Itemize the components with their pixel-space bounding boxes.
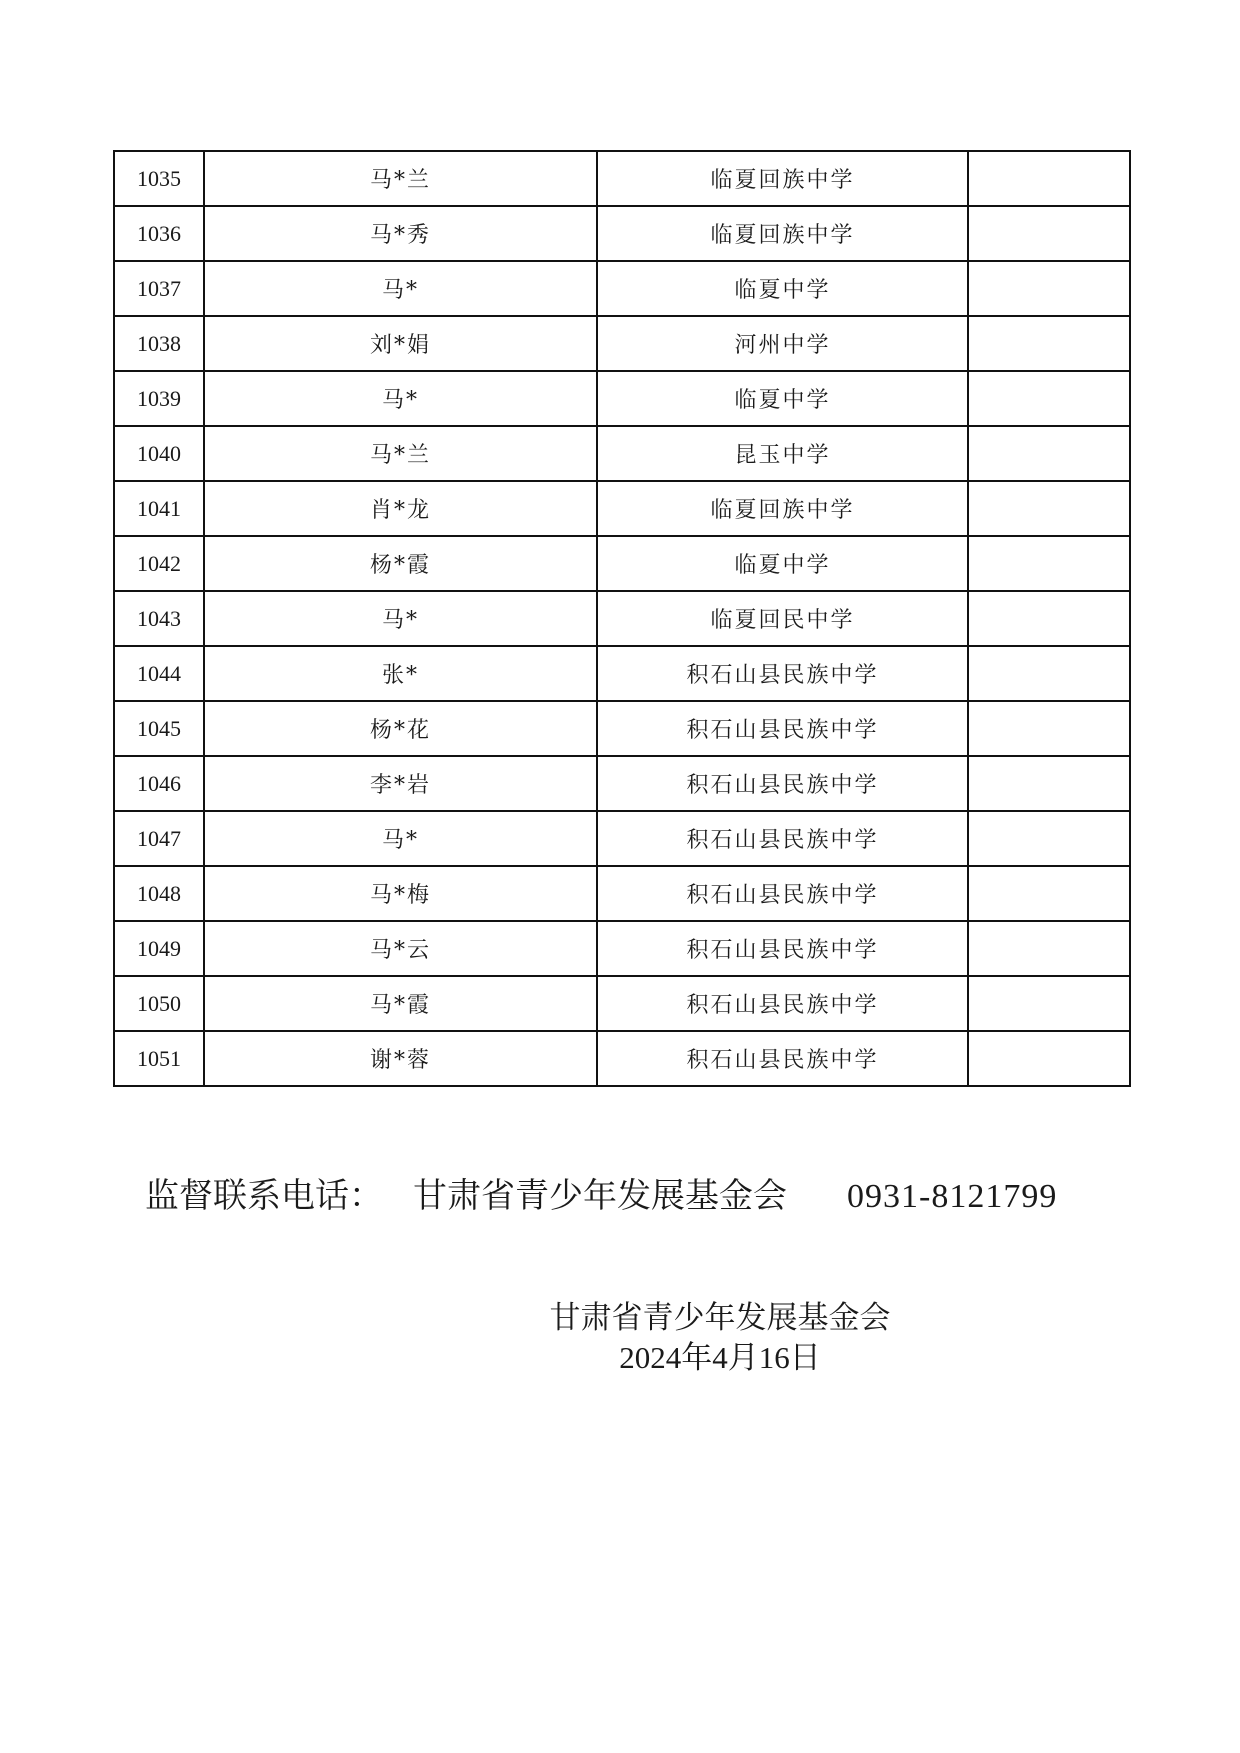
row-number: 1039	[114, 371, 204, 426]
row-number: 1045	[114, 701, 204, 756]
row-note	[968, 261, 1130, 316]
row-school: 临夏回族中学	[597, 206, 968, 261]
signature-org: 甘肃省青少年发展基金会	[549, 1300, 891, 1336]
row-number: 1037	[114, 261, 204, 316]
row-name: 马*秀	[204, 206, 597, 261]
row-school: 临夏中学	[597, 371, 968, 426]
row-name: 马*兰	[204, 426, 597, 481]
row-school: 临夏中学	[597, 261, 968, 316]
row-school: 临夏回族中学	[597, 151, 968, 206]
row-number: 1042	[114, 536, 204, 591]
table-row	[114, 921, 1130, 976]
row-school: 临夏回民中学	[597, 591, 968, 646]
row-school: 积石山县民族中学	[597, 921, 968, 976]
row-note	[968, 536, 1130, 591]
row-number: 1036	[114, 206, 204, 261]
row-name: 刘*娟	[204, 316, 597, 371]
row-name: 马*霞	[204, 976, 597, 1031]
row-school: 积石山县民族中学	[597, 1031, 968, 1086]
row-school: 积石山县民族中学	[597, 756, 968, 811]
row-note	[968, 1031, 1130, 1086]
row-number: 1043	[114, 591, 204, 646]
table-row	[114, 206, 1130, 261]
row-number: 1041	[114, 481, 204, 536]
row-school: 积石山县民族中学	[597, 646, 968, 701]
row-school: 临夏中学	[597, 536, 968, 591]
row-number: 1044	[114, 646, 204, 701]
row-name: 马*云	[204, 921, 597, 976]
row-school: 河州中学	[597, 316, 968, 371]
table-row	[114, 426, 1130, 481]
row-name: 肖*龙	[204, 481, 597, 536]
supervision-contact	[145, 1168, 1135, 1217]
table-row	[114, 371, 1130, 426]
row-name: 马*	[204, 371, 597, 426]
row-name: 马*兰	[204, 151, 597, 206]
row-number: 1050	[114, 976, 204, 1031]
row-note	[968, 591, 1130, 646]
row-name: 李*岩	[204, 756, 597, 811]
contact-phone: 0931-8121799	[847, 1178, 1058, 1215]
table-row	[114, 316, 1130, 371]
row-name: 马*梅	[204, 866, 597, 921]
table-body	[114, 151, 1130, 1086]
signature-block	[500, 1298, 940, 1378]
row-note	[968, 151, 1130, 206]
row-name: 谢*蓉	[204, 1031, 597, 1086]
row-number: 1051	[114, 1031, 204, 1086]
table-row	[114, 261, 1130, 316]
row-note	[968, 921, 1130, 976]
row-number: 1035	[114, 151, 204, 206]
row-note	[968, 756, 1130, 811]
table-row	[114, 536, 1130, 591]
row-number: 1048	[114, 866, 204, 921]
row-school: 积石山县民族中学	[597, 976, 968, 1031]
table-row	[114, 701, 1130, 756]
contact-org: 甘肃省青少年发展基金会	[413, 1176, 787, 1216]
table-row	[114, 866, 1130, 921]
table-row	[114, 646, 1130, 701]
row-name: 马*	[204, 591, 597, 646]
row-name: 张*	[204, 646, 597, 701]
row-number: 1047	[114, 811, 204, 866]
row-school: 积石山县民族中学	[597, 701, 968, 756]
row-note	[968, 481, 1130, 536]
row-note	[968, 811, 1130, 866]
row-note	[968, 701, 1130, 756]
row-school: 积石山县民族中学	[597, 866, 968, 921]
table-row	[114, 481, 1130, 536]
row-note	[968, 371, 1130, 426]
table-row	[114, 151, 1130, 206]
table-row	[114, 811, 1130, 866]
row-name: 马*	[204, 811, 597, 866]
signature-date: 2024年4月16日	[619, 1340, 821, 1375]
table-row	[114, 1031, 1130, 1086]
row-school: 临夏回族中学	[597, 481, 968, 536]
row-school: 积石山县民族中学	[597, 811, 968, 866]
row-note	[968, 866, 1130, 921]
row-note	[968, 206, 1130, 261]
row-number: 1046	[114, 756, 204, 811]
row-note	[968, 426, 1130, 481]
table-row	[114, 756, 1130, 811]
row-name: 杨*霞	[204, 536, 597, 591]
contact-label: 监督联系电话：	[145, 1176, 383, 1216]
row-school: 昆玉中学	[597, 426, 968, 481]
row-note	[968, 646, 1130, 701]
row-number: 1049	[114, 921, 204, 976]
row-name: 杨*花	[204, 701, 597, 756]
recipient-list-table	[113, 150, 1131, 1087]
table-row	[114, 976, 1130, 1031]
row-note	[968, 976, 1130, 1031]
row-name: 马*	[204, 261, 597, 316]
row-note	[968, 316, 1130, 371]
row-number: 1038	[114, 316, 204, 371]
table-row	[114, 591, 1130, 646]
row-number: 1040	[114, 426, 204, 481]
